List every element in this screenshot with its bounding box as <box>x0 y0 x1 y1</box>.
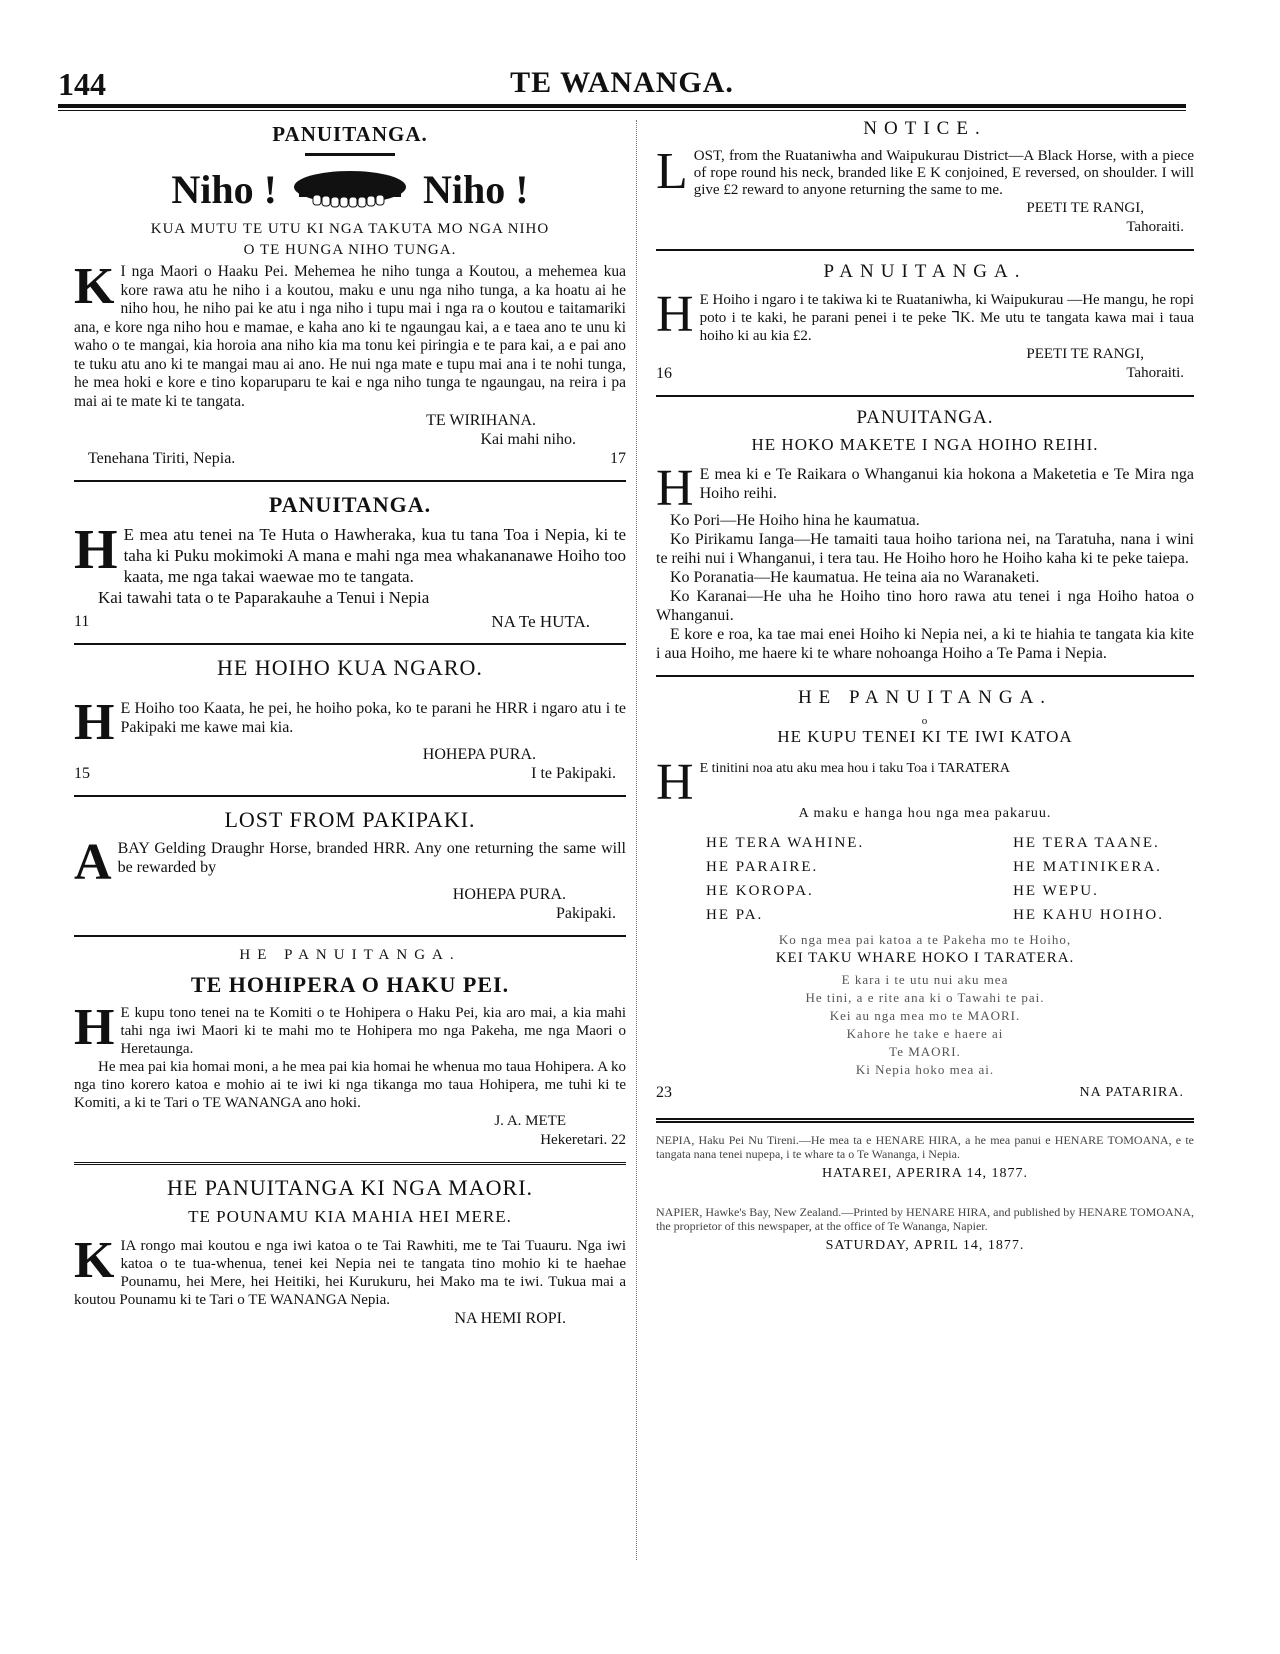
centered-line: Kei au nga mea mo te MAORI. <box>829 1008 1021 1023</box>
centered-line: He tini, a e rite ana ki o Tawahi te pai. <box>805 990 1045 1005</box>
signature-role: Kai mahi niho. <box>480 431 576 448</box>
notice-lost-horse-maori <box>74 655 626 783</box>
separator <box>656 1118 1194 1123</box>
section-title-spaced: PANUITANGA. <box>823 261 1027 282</box>
body-text: E kupu tono tenei na te Komiti o te Hohipera o Haku Pei, kia aro mai, a kia mahi tahi nga iwi Maori ki te mahi mo te Hohipera mo nga Pakeha, me nga Maori o Heretaunga. <box>120 1005 626 1057</box>
signature-place: Tahoraiti. <box>1126 365 1184 381</box>
goods-right <box>1013 831 1164 927</box>
niho-left: Niho ! <box>171 167 277 212</box>
notice-te-huta <box>74 492 626 631</box>
header-rule-thin <box>58 110 1186 111</box>
centered-line: Ko nga mea pai katoa a te Pakeha mo te Hoiho, <box>778 932 1072 947</box>
imprint-date-maori: HATAREI, APERIRA 14, 1877. <box>821 1166 1029 1181</box>
body-text: Kai tawahi tata o te Paparakauhe a Tenui i Nepia <box>98 588 430 607</box>
body-text: IA rongo mai koutou e nga iwi katoa o te Tai Rawhiti, me te Tai Tuauru. Nga iwi katoa o te tua-whenua, tenei kei Nepia nei te tangata tino mohio ki te haehae Pounamu, hei Mere, hei Heitiki, hei Kurukuru, hei Mako ma te iwi. Tukua mai a koutou Pounamu ki te Tari o TE WANANGA Nepia. <box>74 1238 626 1308</box>
column-divider <box>636 120 637 1560</box>
goods-item: HE MATINIKERA. <box>1013 859 1162 875</box>
goods-item: HE WEPU. <box>1013 883 1099 899</box>
drop-cap: H <box>656 754 694 811</box>
section-title-spaced: HE PANUITANGA. <box>239 947 461 963</box>
section-title: PANUITANGA. <box>856 407 994 428</box>
separator <box>74 480 626 482</box>
signature: TE WIRIHANA. <box>426 412 536 429</box>
body-text: OST, from the Ruataniwha and Waipukurau District—A Black Horse, with a piece of rope round his neck, branded like E K conjoined, E reversed, on shoulder. I will give £2 reward to anyone returning the same to me. <box>693 148 1194 198</box>
body-text: I nga Maori o Haaku Pei. Mehemea he niho tunga a Koutou, a mehemea kua kore rawa atu he niho i a koutou, maku e unu nga niho tunga, a ka hoatu ai he niho hou, he niho pai ke atu i nga niho i tupu mai i nga ra o koutou e taitamariki ana, e kore nga niho hou e mamae, e kaha ano ki te ngaungau kai, a e taea ano te unu ki waho o te mangai, kia horoia ana niho kia ma tonu kei piringia e te para kai, a e pai ano te tuku atu ano ki te mangai mau ai ano. He nui nga mate e tupu mai ana i te nohi tunga, he mea hoki e kore e tino koparuparu te kai e nga niho tunga te ngaungau, na reira i pa mai ai te mate ki te tangata. <box>74 263 626 410</box>
drop-cap: L <box>656 143 688 200</box>
subhead: HE HOKO MAKETE I NGA HOIHO REIHI. <box>751 435 1099 454</box>
niho-right: Niho ! <box>423 167 529 212</box>
drop-cap: H <box>656 460 694 517</box>
goods-item: HE PARAIRE. <box>706 859 819 875</box>
separator <box>656 249 1194 251</box>
drop-cap: K <box>74 258 115 315</box>
section-title: PANUITANGA. <box>268 492 432 517</box>
signature-row <box>656 364 1194 383</box>
notice-race-horses <box>656 407 1194 663</box>
subhead: KUA MUTU TE UTU KI NGA TAKUTA MO NGA NIHO <box>150 221 550 237</box>
horse-line: Ko Poranatia—He kaumatua. He teina aia no Waranaketi. <box>670 569 1040 586</box>
ad-number: 15 <box>74 765 90 782</box>
centered-line: KEI TAKU WHARE HOKO I TARATERA. <box>775 950 1075 966</box>
drop-cap: A <box>74 834 112 891</box>
ad-number: 17 <box>610 450 626 467</box>
goods-item: HE PA. <box>706 907 764 923</box>
goods-item: HE TERA TAANE. <box>1013 835 1160 851</box>
horse-line: Ko Pori—He Hoiho hina he kaumatua. <box>670 512 920 529</box>
signature-place: Tahoraiti. <box>1126 219 1184 235</box>
horse-line: Ko Karanai—He uha he Hoiho tino horo rawa atu tenei i nga Hoiho hatoa o Whanganui. <box>656 588 1194 624</box>
ad-number: 16 <box>656 365 672 382</box>
section-title: HE PANUITANGA KI NGA MAORI. <box>166 1175 534 1200</box>
separator <box>74 1162 626 1165</box>
separator <box>74 643 626 645</box>
section-title: TE HOHIPERA O HAKU PEI. <box>190 972 510 997</box>
imprint-date-english: SATURDAY, APRIL 14, 1877. <box>825 1238 1025 1253</box>
right-column <box>656 118 1194 1255</box>
section-title-spaced: NOTICE. <box>863 118 987 139</box>
signature: PEETI TE RANGI, <box>1026 200 1144 216</box>
separator <box>656 675 1194 677</box>
imprint-maori: NEPIA, Haku Pei Nu Tireni.—He mea ta e HENARE HIRA, a he mea panui e HENARE TOMOANA, e te tangata nana tenei nupepa, i te whare ta o Te Wananga, i Nepia. <box>656 1133 1194 1161</box>
drop-cap: H <box>656 286 694 343</box>
body-text: E tinitini noa atu aku mea hou i taku Toa i TARATERA <box>699 761 1010 776</box>
ad-number: 23 <box>656 1084 672 1101</box>
imprint <box>656 1133 1194 1255</box>
signature-row <box>656 1083 1194 1102</box>
teeth-icon <box>291 169 409 211</box>
signature-row <box>74 764 626 783</box>
separator <box>74 935 626 937</box>
notice-lost-black-horse <box>656 118 1194 237</box>
drop-cap: H <box>74 519 118 581</box>
section-title: PANUITANGA. <box>272 122 428 146</box>
left-column <box>74 118 626 1328</box>
notice-pounamu <box>74 1175 626 1328</box>
notice-saddlery <box>656 687 1194 1102</box>
header-rule <box>58 104 1186 108</box>
goods-item: HE KAHU HOIHO. <box>1013 907 1164 923</box>
signature: NA Te HUTA. <box>491 612 590 631</box>
notice-lost-from-pakipaki <box>74 807 626 923</box>
page-header <box>58 66 1186 102</box>
goods-list <box>656 823 1194 931</box>
subhead: TE POUNAMU KIA MAHIA HEI MERE. <box>188 1207 512 1226</box>
separator <box>74 795 626 797</box>
drop-cap: K <box>74 1232 115 1289</box>
niho-banner <box>74 166 626 213</box>
body-text: E mea ki e Te Raikara o Whanganui kia hokona a Maketetia e Te Mira nga Hoiho reihi. <box>699 466 1194 502</box>
small-o: o <box>921 715 929 727</box>
centered-line: Ki Nepia hoko mea ai. <box>855 1062 995 1077</box>
signature-role: Hekeretari. 22 <box>540 1132 626 1148</box>
body-text: A maku e hanga hou nga mea pakaruu. <box>798 806 1052 821</box>
centered-line: E kara i te utu nui aku mea <box>841 972 1009 987</box>
notice-hoiho-ngaro <box>656 261 1194 383</box>
section-title: LOST FROM PAKIPAKI. <box>224 807 476 832</box>
subhead: O TE HUNGA NIHO TUNGA. <box>243 242 457 258</box>
centered-line: Kahore he take e haere ai <box>846 1026 1004 1041</box>
signature: NA HEMI ROPI. <box>454 1310 566 1327</box>
page-number: 144 <box>58 66 106 102</box>
signature-row <box>74 612 626 631</box>
body-text: E mea atu tenei na Te Huta o Hawheraka, kua tu tana Toa i Nepia, ki te taha ki Puku mokimoki A mana e mahi nga mea whakananawe Hoiho too kaata, me nga takai waewae mo te tangata. <box>123 525 626 586</box>
ad-number: 11 <box>74 613 90 630</box>
masthead: TE WANANGA. <box>510 66 734 99</box>
signature: J. A. METE <box>494 1113 566 1129</box>
address: Tenehana Tiriti, Nepia. <box>88 450 236 467</box>
signature: HOHEPA PURA. <box>422 746 536 763</box>
drop-cap: H <box>74 999 115 1056</box>
goods-left <box>706 831 864 927</box>
signature: NA PATARIRA. <box>1079 1085 1184 1100</box>
body-text: He mea pai kia homai moni, a he mea pai kia homai he whenua mo taua Hohipera. A ko nga tino korero katoa e mohio ai te iwi ki nga tikanga mo taua Hohipera, me tuhi ki te Komiti, a ki te Tari o TE WANANGA ano hoki. <box>74 1059 626 1111</box>
drop-cap: H <box>74 694 115 751</box>
notice-hospital <box>74 947 626 1150</box>
signature: PEETI TE RANGI, <box>1026 346 1144 362</box>
horse-line: Ko Pirikamu Ianga—He tamaiti taua hoiho tariona nei, na Taratuha, nana i wini te reihi nui i Whanganui, i tera tau. He Hoiho horo he Hoiho kaha ki te peke taiepa. <box>656 531 1194 567</box>
horse-line: E kore e roa, ka tae mai enei Hoiho ki Nepia nei, a ki te hiahia te tangata kia kite i aua Hoiho, me haere ki te whare nohoanga Hoiho a Te Pama i Nepia. <box>656 626 1194 662</box>
body-text: BAY Gelding Draughr Horse, branded HRR. Any one returning the same will be rewarded by <box>117 840 626 876</box>
section-title-spaced: HE PANUITANGA. <box>797 687 1053 708</box>
goods-item: HE TERA WAHINE. <box>706 835 865 851</box>
signature: HOHEPA PURA. <box>452 886 566 903</box>
body-text: E Hoiho too Kaata, he pei, he hoiho poka, ko te parani he HRR i ngaro atu i te Pakipaki me kawe mai kia. <box>120 700 626 736</box>
separator <box>656 395 1194 397</box>
imprint-english: NAPIER, Hawke's Bay, New Zealand.—Printed by HENARE HIRA, and published by HENARE TOMOANA, the proprietor of this newspaper, at the office of Te Wananga, Napier. <box>656 1205 1194 1233</box>
signature-place: I te Pakipaki. <box>531 765 616 782</box>
signature-place: Pakipaki. <box>556 905 616 922</box>
centered-line: Te MAORI. <box>889 1044 961 1059</box>
notice-dentist <box>74 122 626 468</box>
goods-item: HE KOROPA. <box>706 883 814 899</box>
subhead: HE KUPU TENEI KI TE IWI KATOA <box>777 727 1073 746</box>
divider <box>305 153 395 156</box>
address-row <box>74 449 626 468</box>
section-title: HE HOIHO KUA NGARO. <box>217 655 483 680</box>
body-text: E Hoiho i ngaro i te takiwa ki te Ruataniwha, ki Waipukurau —He mangu, he ropi poto i te kaki, he parani penei i te peke ⅂K. Me utu te tangata kawa mai i taua hoiho ki au kia £2. <box>699 292 1194 344</box>
